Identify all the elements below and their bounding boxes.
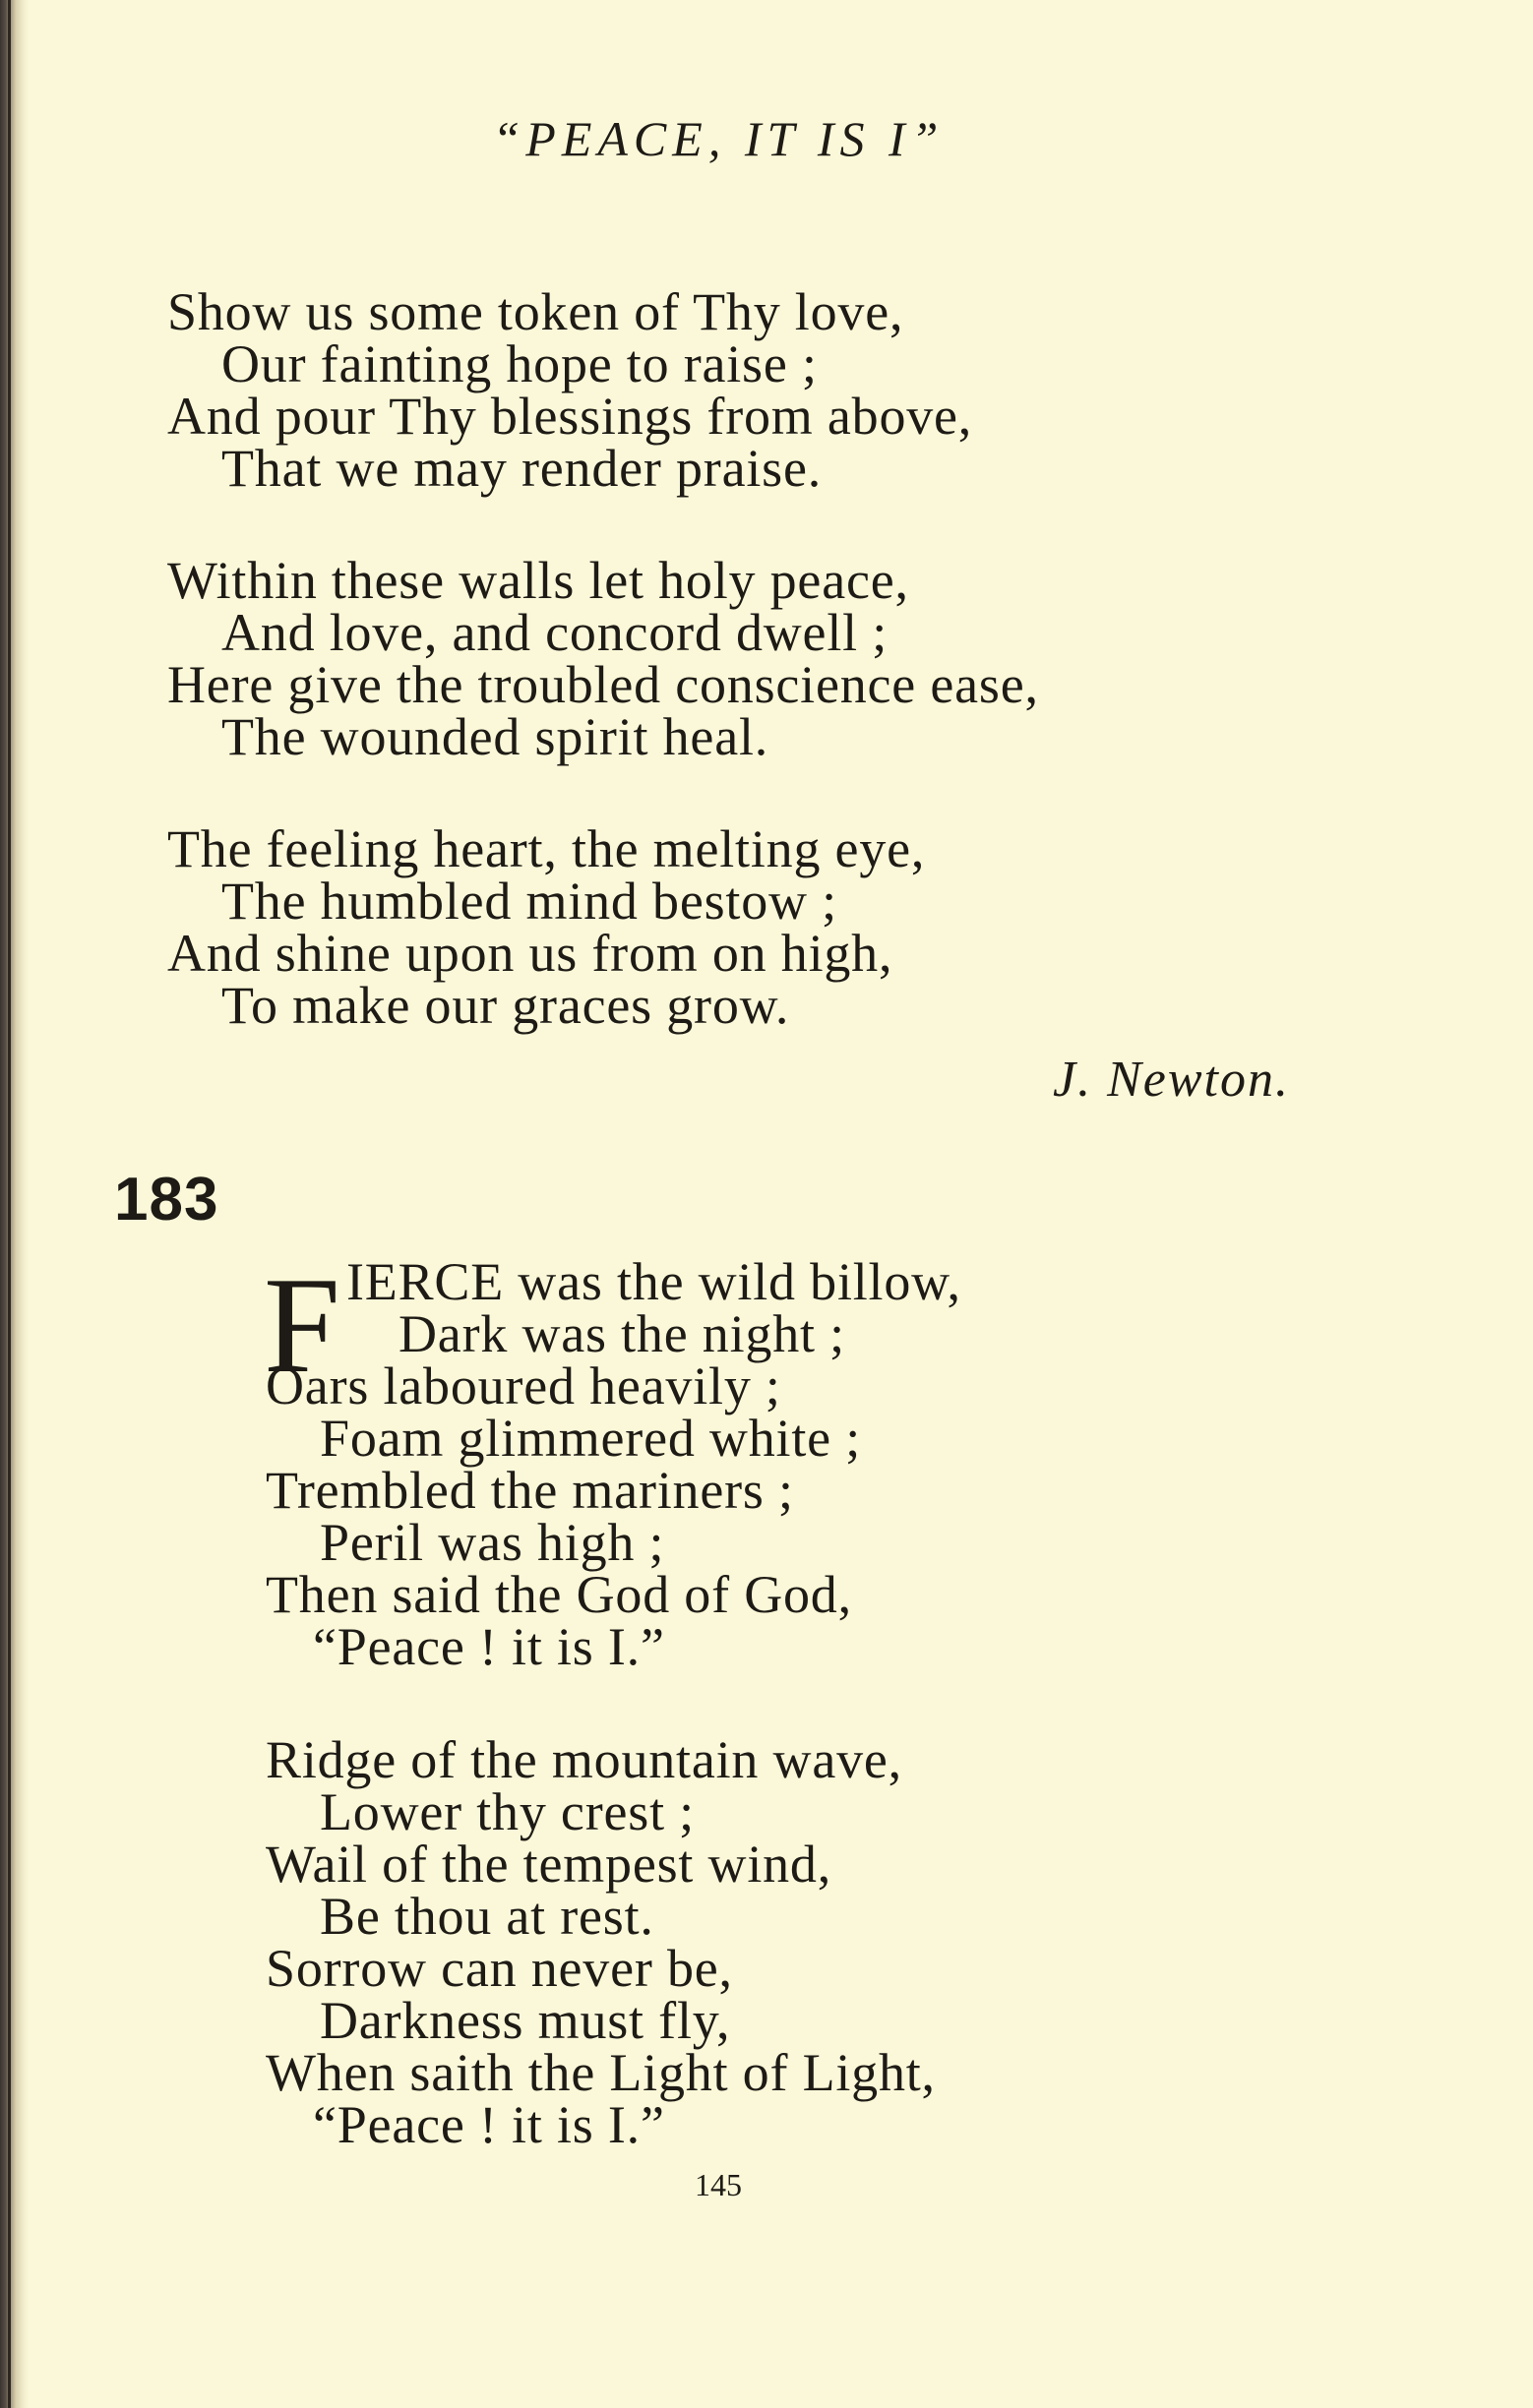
running-head: “PEACE, IT IS I” (492, 111, 945, 166)
hymn-183-stanza-2-line-6: Darkness must fly, (320, 1991, 731, 2050)
hymn-183-stanza-1-line-1: IERCE was the wild billow, (346, 1252, 961, 1311)
hymn-183-stanza-1-line-2: Dark was the night ; (399, 1304, 845, 1363)
hymn-182-stanza-2-line-1: Within these walls let holy peace, (167, 551, 909, 610)
hymn-182-stanza-2-line-3: Here give the troubled conscience ease, (167, 655, 1039, 714)
hymn-183-stanza-1-line-4: Foam glimmered white ; (320, 1409, 862, 1468)
hymn-183-stanza-1-line-6: Peril was high ; (320, 1513, 665, 1572)
hymn-183-drop-cap: F (264, 1249, 340, 1402)
binding-line (8, 0, 11, 2408)
hymn-183-number: 183 (114, 1166, 219, 1234)
hymn-183-stanza-2-line-7: When saith the Light of Light, (266, 2043, 936, 2102)
hymn-182-stanza-1-line-4: That we may render praise. (221, 439, 823, 498)
hymn-182-stanza-1-line-1: Show us some token of Thy love, (167, 282, 904, 341)
hymn-183-stanza-1-line-8: “Peace ! it is I.” (313, 1617, 665, 1676)
hymn-182-stanza-3-line-2: The humbled mind bestow ; (221, 872, 837, 931)
hymn-182-stanza-1-line-2: Our fainting hope to raise ; (221, 334, 818, 393)
hymn-182-stanza-3-line-1: The feeling heart, the melting eye, (167, 819, 926, 878)
page-binding-edge (0, 0, 30, 2408)
hymn-182-stanza-1-line-3: And pour Thy blessings from above, (167, 387, 973, 446)
hymn-182-stanza-3-line-4: To make our graces grow. (221, 976, 790, 1035)
page-number: 145 (695, 2167, 742, 2202)
hymn-183-stanza-1-line-7: Then said the God of God, (266, 1565, 852, 1624)
hymn-183-stanza-2-line-4: Be thou at rest. (320, 1887, 654, 1946)
hymn-183-stanza-2-line-8: “Peace ! it is I.” (313, 2095, 665, 2154)
hymn-182-stanza-2-line-2: And love, and concord dwell ; (221, 603, 889, 662)
hymn-182-stanza-3-line-3: And shine upon us from on high, (167, 924, 893, 983)
hymn-183-stanza-1-line-5: Trembled the mariners ; (266, 1461, 794, 1520)
hymn-183-stanza-2-line-1: Ridge of the mountain wave, (266, 1730, 902, 1789)
hymn-183-stanza-2-line-5: Sorrow can never be, (266, 1939, 733, 1998)
hymn-183-stanza-2-line-3: Wail of the tempest wind, (266, 1835, 832, 1894)
hymn-183-stanza-2-line-2: Lower thy crest ; (320, 1782, 695, 1841)
hymn-182-attribution: J. Newton. (1053, 1052, 1290, 1108)
hymn-183-stanza-1-line-3: Oars laboured heavily ; (266, 1356, 781, 1415)
hymn-182-stanza-2-line-4: The wounded spirit heal. (221, 707, 769, 766)
